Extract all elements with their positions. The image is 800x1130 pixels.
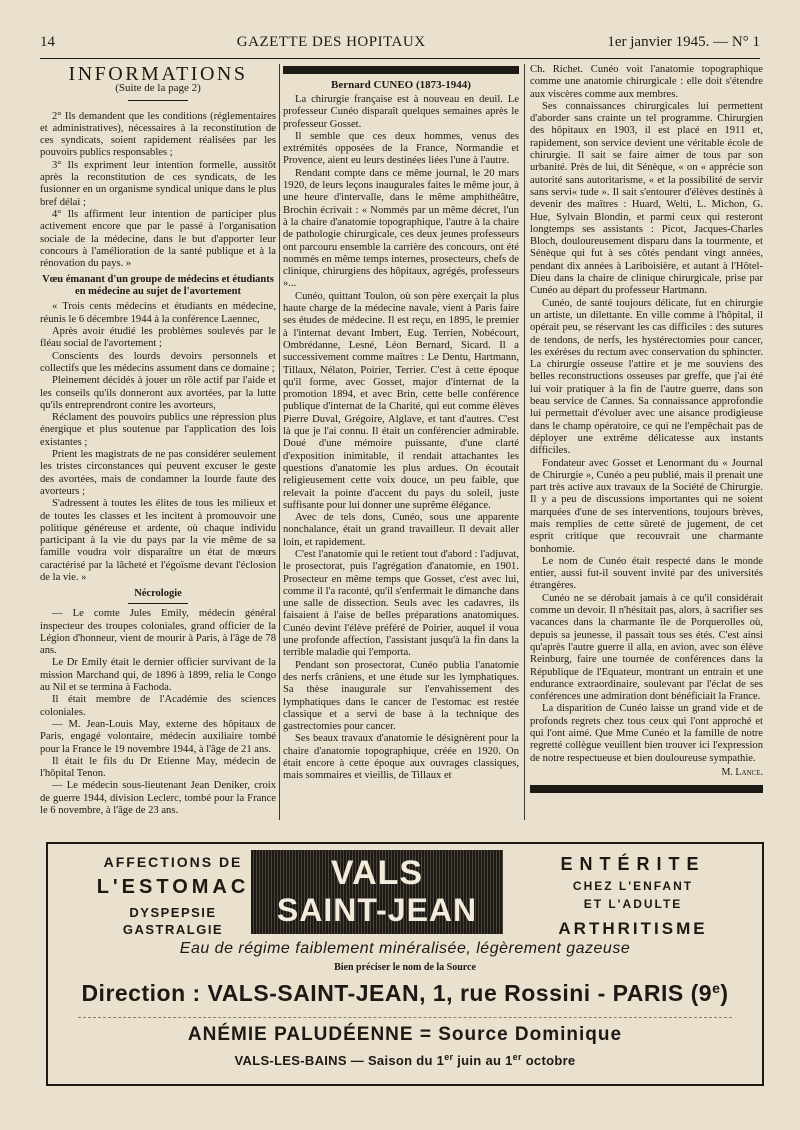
paragraph: — Le comte Jules Emily, médecin général inspecteur des troupes coloniales, grand officier de la Légion d'honneur, vient de mourir à Paris, à l'âge de 78 ans. <box>40 608 276 657</box>
brand-name: VALS <box>330 854 424 892</box>
advertisement-box <box>46 842 764 1086</box>
column-cuneo <box>283 64 519 834</box>
ad-tagline: Eau de régime faiblement minéralisée, légèrement gazeuse <box>179 940 631 957</box>
paragraph: Ses connaissances chirurgicales lui permettent d'aborder sans crainte un tel programme. Chirurgien des hôpitaux en 1903, il est placé en 1911 et, rapidement, son service devient une véritable école de chirurgie. Il sait se faire aimer de tous par son urbanité. Près de lui, dit Sénèque, « on « apprécie son autorité sans autoritarisme, « et la possibilité de servir sans servi« tude ». Il sait s'entourer d'élèves destinés à devenir des maîtres : Huard, Welti, L. Michon, G. Hue, Sylvain Blondin, et parmi ceux qui resteront longtemps ses assistants : Picot, Jacques-Charles Bloch, douloureusement disparu dans la tourmente, et Sénèque qui fut à ses côtés pendant vingt années, pendant dix années à Lariboisière, et autant à l'Hôtel-Dieu dans la chaire de clinique chirurgicale, prise par Cunéo au départ du professeur Hartmann. <box>530 100 763 297</box>
signature: M. Lance. <box>721 766 763 778</box>
paragraph: 3° Ils expriment leur intention formelle, aussitôt après la reconstitution de ces syndicats, de les fusionner en un organisme syndical unique dans le plus bref délai ; <box>40 159 276 208</box>
paragraph: Il était membre de l'Académie des sciences coloniales. <box>40 694 276 718</box>
paragraph: La chirurgie française est à nouveau en deuil. Le professeur Cunéo disparaît quelques semaines après le professeur Gosset. <box>283 94 519 130</box>
paragraph: Avec de tels dons, Cunéo, sous une apparente nonchalance, était un grand travailleur. Il devait aller loin, et rapidement. <box>283 512 519 548</box>
paragraph: Fondateur avec Gosset et Lenormant du « Journal de Chirurgie », Cunéo a peu publié, mais il prenait une part très active aux travaux de la Société de Chirurgie. Il y a peu de discussions importantes qui ne soient marquées d'une de ses interventions, toujours brèves, mais remplies de cette sûreté de jugement, de cet esprit critique que recouvrait une charmante bonhomie. <box>530 457 763 555</box>
subheading-necrologie: Nécrologie <box>134 588 182 600</box>
paragraph: Cunéo, de santé toujours délicate, fut en chirurgie un artiste, un dilettante. En ville comme à l'hôpital, il opérait peu, se réservant les cas difficiles : des sutures de tendons, de nerfs, les hystérectomies pour cancer, les exérèses du rectum avec conservation du sphincter. La chirurgie osseuse l'attire et je me souviens des belles reconstructions osseuses par greffe, que j'ai été lui voir pratiquer à la fin de l'autre guerre, dans son beau service de Cannes. Sa connaissance approfondie lui permettait d'évoluer avec une aisance prodigieuse dans le champ opératoire, ce qui ne l'empêchait pas de déployer une extrême délicatesse aux instants difficiles. <box>530 297 763 457</box>
paragraph: « Trois cents médecins et étudiants en médecine, réunis le 6 décembre 1944 à la conférence Laennec, <box>40 301 276 325</box>
paragraph: Après avoir étudié les problèmes soulevés par le fléau social de l'avortement ; <box>40 326 276 350</box>
divider <box>128 100 188 101</box>
paragraph: Prient les magistrats de ne pas considérer seulement les tristes circonstances qui peuvent excuser le geste des avortées, mais de condamner la lourde faute des avorteurs ; <box>40 449 276 497</box>
paragraph: La disparition de Cunéo laisse un grand vide et de profonds regrets chez tous ceux qui l'ont approché et qui l'ont aimé. Que Mme Cunéo et la famille de notre regretté collègue veuillent bien trouver ici l'expression de notre respectueuse et bien douloureuse sympathie. <box>530 703 763 764</box>
obituary-heading: Bernard CUNEO (1873-1944) <box>331 79 471 91</box>
ad-left-block <box>78 854 268 937</box>
column-divider <box>279 64 280 820</box>
ad-source: ANÉMIE PALUDÉENNE = Source Dominique <box>187 1024 623 1045</box>
ad-text: GASTRALGIE <box>122 922 224 937</box>
paragraph: Rendant compte dans ce même journal, le 20 mars 1920, de leurs leçons inaugurales faites le même jour, à une heure d'intervalle, dans le même amphithéâtre, Brochin écrivait : « Nommés par un même décret, l'un à la chaire d'anatomie topographique, l'autre à la chaire de pathologie chirurgicale, ces deux jeunes professeurs ont parcouru ensemble la carrière des concours, ont été nommés en même temps internes, prosecteurs, chefs de clinique, chirurgiens des hôpitaux, agrégés, professeurs »... <box>283 167 519 290</box>
paragraph: — M. Jean-Louis May, externe des hôpitaux de Paris, engagé volontaire, médecin auxiliaire tombé pour la France le 19 novembre 1944, à l'âge de 21 ans. <box>40 718 276 755</box>
divider <box>78 1017 732 1018</box>
paragraph: Le nom de Cunéo était respecté dans le monde entier, aussi fut-il souvent invité par des universités étrangères. <box>530 555 763 592</box>
paragraph: Conscients des lourds devoirs personnels et collectifs que les médecins assument dans ce domaine ; <box>40 350 276 374</box>
paragraph: Ch. Richet. Cunéo voit l'anatomie topographique comme une anatomie chirurgicale : elle doit s'étendre aux viscères comme aux membres. <box>530 64 763 100</box>
column-divider <box>524 64 525 820</box>
brand-name: SAINT-JEAN <box>276 892 478 928</box>
paragraph: Pleinement décidés à jouer un rôle actif par l'aide et les conseils qu'ils donneront aux avortées, par la lutte qu'ils entreprendront contre les avorteurs, <box>40 375 276 411</box>
paragraph: S'adressent à toutes les élites de tous les milieux et de toutes les classes et les incitent à promouvoir une politique généreuse et ardente, où chaque individu participant à la vie du pays par la vie même de sa famille voudra voir disparaître un état de mœurs caractérisé par la lâcheté et l'égoïsme devant l'éclosion de la vie. » <box>40 498 276 583</box>
section-title: INFORMATIONS <box>68 64 248 85</box>
ad-text: ARTHRITISME <box>558 919 708 938</box>
ad-address: Direction : VALS-SAINT-JEAN, 1, rue Rossini - PARIS (9e) <box>81 980 729 1006</box>
journal-title: GAZETTE DES HOPITAUX <box>236 34 426 50</box>
header-rule <box>40 58 760 59</box>
issue-date: 1er janvier 1945. — N° 1 <box>607 34 760 50</box>
black-band <box>530 785 763 793</box>
page-number: 14 <box>40 34 55 50</box>
ad-season: VALS-LES-BAINS — Saison du 1er juin au 1er octobre <box>234 1052 576 1068</box>
ad-text: L'ESTOMAC <box>96 876 250 898</box>
paragraph: Cunéo, quittant Toulon, où son père exerçait la plus haute charge de la médecine navale, vient à Paris faire ses études de médecine. Il est reçu, en 1895, le premier à l'internat devant Imbert, Eug. Terrien, Nobécourt, Ombrédanne, Lesné, Léon Bernard, Sicard. Il a successivement comme maîtres : Le Dentu, Hartmann, Tillaux, Nélaton, Poirier, Terrier. C'est à cette époque qu'il forme, avec Gosset, major d'internat de la promotion 1894, et avec Brin, cette belle conférence publique d'internat de la Charité, qui eut comme élèves Pierre Duval, Grégoire, Alglave, et tant d'autres. C'est là que je l'ai connu. Il était un conférencier admirable. Doué d'une mémoire puissante, d'une clarté d'exposition inimitable, il rendait attachantes les questions d'anatomie les plus ardues. On écoutait religieusement cette voix douce, un peu faible, que relevait la pointe d'accent du pays du soleil, juste suffisante pour lui donner une suprême élégance. <box>283 290 519 511</box>
column-informations <box>40 64 276 834</box>
ad-right-block <box>518 854 748 939</box>
column-cuneo-continued <box>530 64 763 834</box>
divider <box>128 603 188 604</box>
continuation-note: (Suite de la page 2) <box>115 82 201 95</box>
subheading-voeu: Vœu émanant d'un groupe de médecins et étudiants en médecine au sujet de l'avortement <box>42 274 274 298</box>
paragraph: — Le médecin sous-lieutenant Jean Deniker, croix de guerre 1944, division Leclerc, tombé pour la France le 6 novembre, à l'âge de 23 ans. <box>40 780 276 817</box>
ad-note: Bien préciser le nom de la Source <box>334 962 476 973</box>
paragraph: Il était le fils du Dr Etienne May, médecin de l'hôpital Tenon. <box>40 755 276 780</box>
paragraph: Le Dr Emily était le dernier officier survivant de la mission Marchand qui, de 1896 à 1899, relia le Congo au Nil et se termina à Fachoda. <box>40 657 276 694</box>
ad-text: CHEZ L'ENFANT <box>572 879 694 893</box>
paragraph: C'est l'anatomie qui le retient tout d'abord : l'adjuvat, le prosectorat, puis l'agrégation d'anatomie, en 1901. Prosecteur en même temps que Gosset, c'est avec lui, comme il l'a raconté, qu'il s'enfermait le dimanche dans une salle de dissection. Seuls avec les cadavres, ils faisaient à l'aise de belles préparations anatomiques. Cunéo devint l'élève préféré de Poirier, auquel il voua une profonde affection, l'assistant jusqu'à la fin dans la terrible maladie qui l'emporta. <box>283 548 519 659</box>
page-header <box>40 34 760 54</box>
paragraph: Cunéo ne se dérobait jamais à ce qu'il considérait comme un devoir. Il n'hésitait pas, alors, à sacrifier ses vacances dans la charmante île de Porquerolles où, depuis sa jeunesse, il passait tous ses étés. C'est ainsi qu'après l'autre guerre il alla, en avion, avec son élève Reinburg, faire une tournée de conférences dans la République de l'Equateur, montrant un entrain et une endurance extraordinaire, soulevant par l'éclat de ses conférences une admiration dont bénéficiait la France. <box>530 592 763 703</box>
paragraph: 2° Ils demandent que les conditions (réglementaires et administratives), nécessaires à la reconstitution de ces syndicats, soient rapidement réalisées par les pouvoirs publics responsables ; <box>40 110 276 159</box>
ad-text: DYSPEPSIE <box>129 905 217 920</box>
ad-text: ENTÉRITE <box>560 854 706 874</box>
paragraph: 4° Ils affirment leur intention de participer plus activement encore que par le passé à l'organisation sociale de la médecine, dans le but d'apporter leur concours à l'amélioration de la santé publique et à la rénovation du pays. » <box>40 208 276 270</box>
ad-text: AFFECTIONS DE <box>103 854 243 870</box>
paragraph: Réclament des pouvoirs publics une répression plus énergique et plus soutenue par l'application des lois existantes ; <box>40 412 276 448</box>
black-band <box>283 66 519 74</box>
paragraph: Pendant son prosectorat, Cunéo publia l'anatomie des nerfs crâniens, et une étude sur les lymphatiques. Sa thèse inaugurale sur l'envahissement des lymphatiques dans le cancer de l'estomac est restée classique et a servi de base à la technique des gastrectomies pour cancer. <box>283 659 519 733</box>
ad-text: ET L'ADULTE <box>583 897 683 911</box>
paragraph: Ses beaux travaux d'anatomie le désignèrent pour la chaire d'anatomie topographique, créée en 1920. On était encore à cette époque aux ouvrages classiques, mais sommaires et vieillis, de Tillaux et <box>283 733 519 782</box>
brand-logo <box>251 850 503 934</box>
paragraph: Il semble que ces deux hommes, venus des extrémités opposées de la France, Normandie et Provence, aient eu leurs destinées liées l'une à l'autre. <box>283 130 519 167</box>
